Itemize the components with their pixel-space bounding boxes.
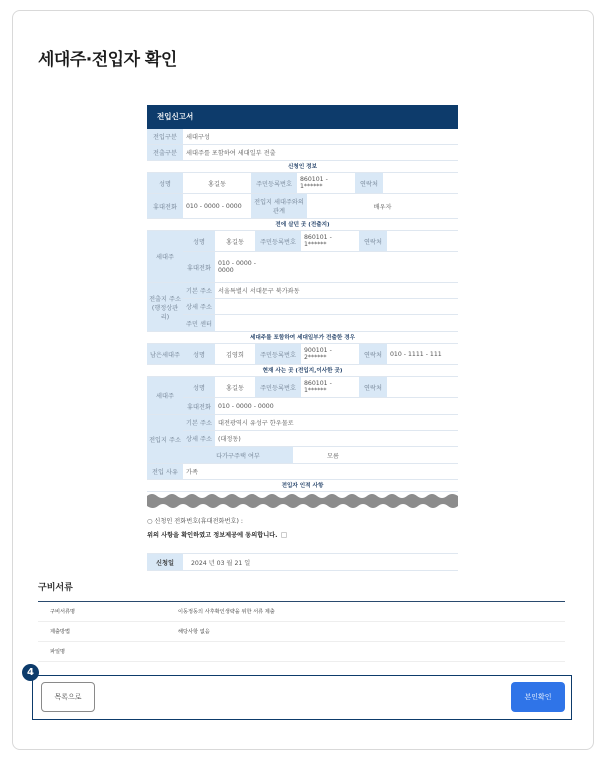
- previous-head-row-2: [183, 252, 458, 282]
- current-detail-address: (대정동): [215, 431, 458, 446]
- date-row: [147, 553, 458, 571]
- label: 연락처: [355, 173, 383, 193]
- section-current: 현재 사는 곳 (전입지,이사한 곳): [147, 365, 458, 377]
- label: 주민등록번호: [255, 377, 301, 397]
- label: 세대주: [147, 231, 183, 282]
- previous-basic-address-row: [183, 283, 458, 299]
- label: 전입지 주소: [147, 415, 183, 463]
- applicant-row-1: [147, 173, 458, 194]
- current-head-row-2: [183, 398, 458, 414]
- form-header: 전입신고서: [147, 105, 458, 129]
- previous-contact: [387, 231, 458, 251]
- remaining-contact: 010 - 1111 - 111: [387, 344, 458, 364]
- previous-basic-address: 서울특별시 서대문구 북가좌동: [215, 283, 458, 298]
- section-applicant: 신청인 정보: [147, 161, 458, 173]
- label: 기본 주소: [183, 415, 215, 430]
- table-row: [38, 602, 565, 622]
- previous-center-row: [183, 315, 458, 331]
- label: 주민등록번호: [251, 173, 297, 193]
- phone-note: ○ 신청인 전화번호(휴대전화번호) :: [147, 512, 458, 527]
- remaining-name: 김영희: [215, 344, 255, 364]
- identity-verify-button[interactable]: 본인확인: [511, 682, 565, 712]
- label: 전입구분: [147, 129, 183, 144]
- docs-value: 해당사항 없음: [178, 629, 210, 635]
- label: 상세 주소: [183, 299, 215, 314]
- label: 성명: [147, 173, 183, 193]
- previous-mobile: 010 - 0000 - 0000: [215, 252, 259, 282]
- action-highlight-box: [32, 675, 572, 720]
- label: 세대주: [147, 377, 183, 414]
- table-row: [38, 642, 565, 662]
- current-head-row-1: [183, 377, 458, 398]
- label: 기본 주소: [183, 283, 215, 298]
- previous-address-group: [147, 283, 458, 332]
- label: 남은세대주: [147, 344, 183, 364]
- label: 성명: [183, 231, 215, 251]
- agree-checkbox[interactable]: [281, 532, 287, 538]
- section-remaining: 세대주를 포함하여 세대일부가 전출한 경우: [147, 332, 458, 344]
- previous-rrn: 860101 - 1******: [301, 231, 359, 251]
- torn-edge-divider: [147, 492, 458, 512]
- section-mover: 전입자 인적 사항: [147, 480, 458, 492]
- label: 휴대전화: [147, 194, 183, 218]
- label: 성명: [183, 344, 215, 364]
- current-rrn: 860101 - 1******: [301, 377, 359, 397]
- move-in-report-form: [147, 105, 458, 571]
- docs-key: 파일명: [50, 649, 66, 655]
- move-out-type-value: 세대주를 포함하여 세대일부 전출: [183, 145, 458, 160]
- move-in-type-value: 세대구성: [183, 129, 458, 144]
- docs-value: 이동정동의 사후확인생략을 위한 서류 제출: [178, 609, 275, 615]
- agree-text: 위의 사항을 확인하였고 정보제공에 동의합니다.: [147, 532, 278, 539]
- applicant-relation: 배우자: [307, 194, 458, 218]
- label: 휴대전화: [183, 252, 215, 282]
- label: 주민 센터: [183, 315, 215, 331]
- label: 연락처: [359, 231, 387, 251]
- previous-head-group: [147, 231, 458, 283]
- move-in-type-row: [147, 129, 458, 145]
- label: 휴대전화: [183, 398, 215, 414]
- previous-detail-address: [215, 299, 458, 314]
- label: 연락처: [359, 377, 387, 397]
- reason-value: 가족: [183, 464, 458, 479]
- label: 상세 주소: [183, 431, 215, 446]
- current-basic-address-row: [183, 415, 458, 431]
- applicant-contact: [383, 173, 458, 193]
- agree-row: [147, 527, 458, 553]
- label: 연락처: [359, 344, 387, 364]
- docs-table: [38, 601, 565, 662]
- current-name: 홍길동: [215, 377, 255, 397]
- current-mobile: 010 - 0000 - 0000: [215, 398, 458, 414]
- label: 성명: [183, 377, 215, 397]
- current-address-group: [147, 415, 458, 464]
- reason-row: [147, 464, 458, 480]
- page-title: 세대주·전입자 확인: [38, 50, 177, 70]
- current-contact: [387, 377, 458, 397]
- applicant-name: 홍길동: [183, 173, 251, 193]
- label: 주민등록번호: [255, 344, 301, 364]
- docs-title: 구비서류: [38, 583, 73, 593]
- label: 전출구분: [147, 145, 183, 160]
- current-basic-address: 대전광역시 유성구 한우물로: [215, 415, 458, 430]
- applicant-mobile: 010 - 0000 - 0000: [183, 194, 251, 218]
- current-head-group: [147, 377, 458, 415]
- previous-center: [215, 315, 458, 331]
- label: 전입 사유: [147, 464, 183, 479]
- remaining-rrn: 900101 - 2******: [301, 344, 359, 364]
- label: 신청일: [147, 554, 183, 570]
- multi-house-row: [183, 447, 458, 463]
- previous-head-row-1: [183, 231, 458, 252]
- section-previous: 전에 살던 곳 (전출지): [147, 219, 458, 231]
- docs-key: 제출방법: [50, 629, 71, 635]
- label: 전입지 세대주와의 관계: [251, 194, 307, 218]
- current-detail-address-row: [183, 431, 458, 447]
- table-row: [38, 622, 565, 642]
- move-out-type-row: [147, 145, 458, 161]
- docs-key: 구비서류명: [50, 609, 76, 615]
- label: 주민등록번호: [255, 231, 301, 251]
- applicant-row-2: [147, 194, 458, 219]
- previous-detail-address-row: [183, 299, 458, 315]
- applicant-rrn: 860101 - 1******: [297, 173, 355, 193]
- application-date: 2024 년 03 월 21 일: [183, 554, 458, 570]
- previous-name: 홍길동: [215, 231, 255, 251]
- label: 다가구주택 여부: [183, 447, 293, 463]
- multi-house-value: 모름: [293, 447, 373, 463]
- step-badge: 4: [22, 664, 39, 681]
- back-to-list-button[interactable]: 목록으로: [41, 682, 95, 712]
- remaining-head-row: [147, 344, 458, 365]
- label: 전출지 주소 (행정상관리): [147, 283, 183, 331]
